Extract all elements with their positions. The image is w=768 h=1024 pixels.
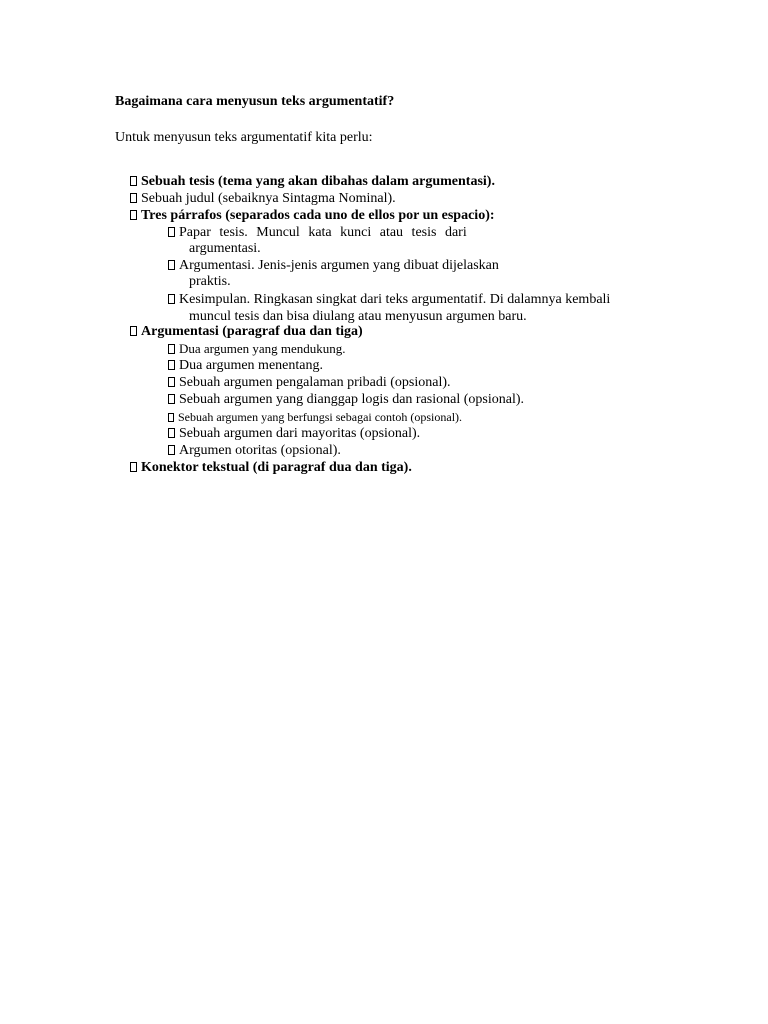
list-item-text: Konektor tekstual (di paragraf dua dan tiga).: [141, 460, 412, 475]
list-item: [130, 460, 412, 476]
list-item: [168, 258, 499, 274]
bullet-box-icon: [168, 260, 175, 270]
list-item: [168, 225, 467, 241]
bullet-box-icon: [168, 428, 175, 438]
list-item-text: Sebuah argumen dari mayoritas (opsional).: [179, 426, 421, 441]
list-item-text: Sebuah argumen yang dianggap logis dan rasional (opsional).: [179, 392, 524, 407]
bullet-box-icon: [168, 227, 175, 237]
bullet-box-icon: [168, 445, 175, 455]
bullet-box-icon: [168, 394, 175, 404]
document-heading: Bagaimana cara menyusun teks argumentatif?: [115, 94, 395, 109]
list-item-continuation: praktis.: [189, 274, 231, 289]
bullet-box-icon: [130, 176, 137, 186]
list-item: [130, 191, 396, 207]
list-item: [130, 208, 495, 224]
bullet-box-icon: [130, 326, 137, 336]
list-item: [168, 426, 420, 442]
bullet-box-icon: [130, 462, 137, 472]
list-item-text: Argumen otoritas (opsional).: [179, 443, 341, 458]
bullet-box-icon: [168, 377, 175, 387]
list-item: [168, 443, 341, 459]
list-item: [130, 174, 495, 190]
bullet-box-icon: [168, 344, 175, 354]
intro-paragraph: Untuk menyusun teks argumentatif kita perlu:: [115, 130, 373, 145]
bullet-box-icon: [168, 294, 175, 304]
bullet-box-icon: [168, 413, 174, 422]
bullet-box-icon: [130, 210, 137, 220]
list-item-text: Dua argumen yang mendukung.: [179, 341, 346, 356]
list-item: [168, 375, 451, 391]
list-item: [168, 341, 346, 357]
list-item: [130, 324, 363, 340]
list-item-text: Argumentasi. Jenis-jenis argumen yang dibuat dijelaskan: [179, 258, 499, 273]
list-item-text: Dua argumen menentang.: [179, 358, 323, 373]
list-item: [168, 358, 323, 374]
bullet-box-icon: [168, 360, 175, 370]
list-item-continuation: argumentasi.: [189, 241, 261, 256]
list-item-text: Sebuah argumen pengalaman pribadi (opsional).: [179, 375, 451, 390]
list-item-text: Kesimpulan. Ringkasan singkat dari teks argumentatif. Di dalamnya kembali: [179, 292, 611, 307]
list-item-text: Sebuah tesis (tema yang akan dibahas dalam argumentasi).: [141, 174, 495, 189]
bullet-box-icon: [130, 193, 137, 203]
list-item-text: Papar tesis. Muncul kata kunci atau tesis dari: [179, 225, 467, 240]
list-item: [168, 292, 610, 308]
list-item: [168, 392, 524, 408]
list-item-text: Tres párrafos (separados cada uno de ellos por un espacio):: [141, 208, 495, 223]
list-item-text: Sebuah argumen yang berfungsi sebagai contoh (opsional).: [178, 410, 463, 424]
list-item: [168, 409, 462, 425]
list-item-text: Argumentasi (paragraf dua dan tiga): [141, 324, 363, 339]
list-item-text: Sebuah judul (sebaiknya Sintagma Nominal).: [141, 191, 396, 206]
list-item-continuation: muncul tesis dan bisa diulang atau menyusun argumen baru.: [189, 309, 527, 324]
